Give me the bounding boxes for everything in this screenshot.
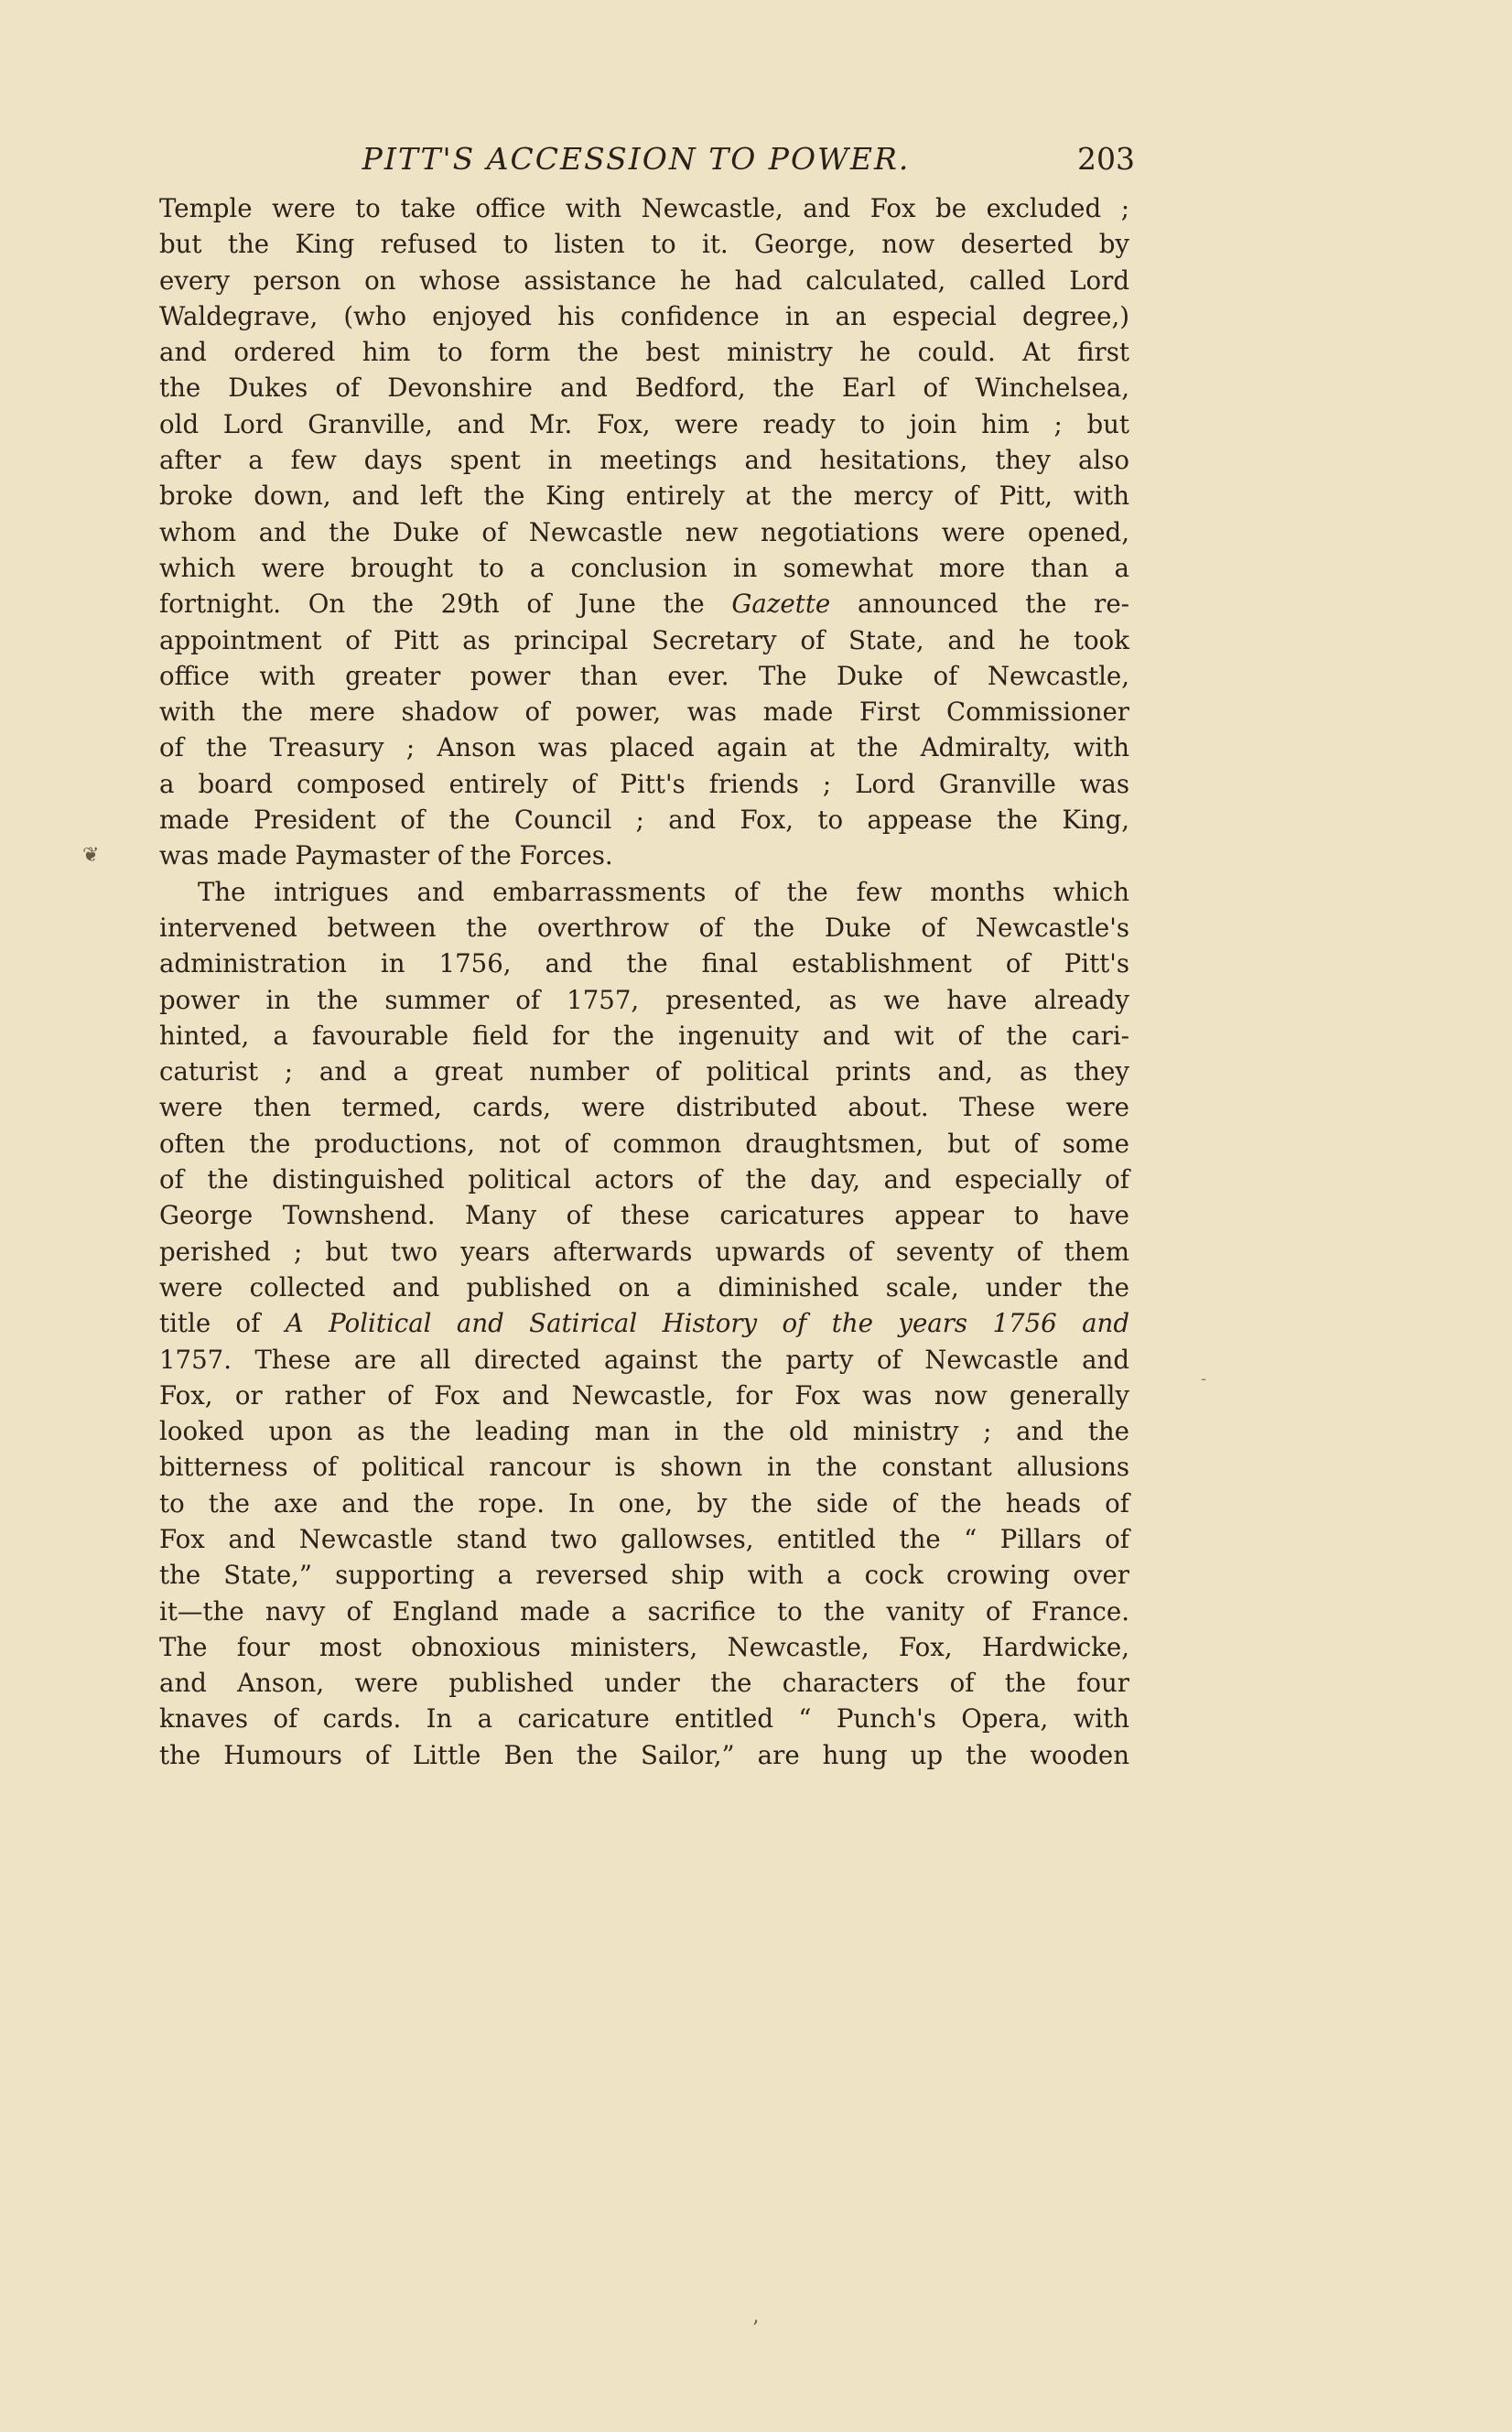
text-line: office with greater power than ever. The Duke of Newcastle, — [159, 660, 1129, 691]
text-line: and ordered him to form the best ministry he could. At first — [159, 337, 1129, 368]
text-line: but the King refused to listen to it. George, now deserted by — [159, 229, 1129, 260]
text-line: caturist ; and a great number of political prints and, as they — [159, 1056, 1129, 1087]
text-segment: title of — [159, 1308, 286, 1339]
text-line: the State,” supporting a reversed ship with a cock crowing over — [159, 1560, 1129, 1591]
text-line: Fox, or rather of Fox and Newcastle, for Fox was now generally — [159, 1379, 1129, 1411]
text-line: appointment of Pitt as principal Secretary of State, and he took — [159, 624, 1129, 655]
text-line: power in the summer of 1757, presented, as we have already — [159, 984, 1129, 1015]
text-line: were then termed, cards, were distributed about. These were — [159, 1092, 1129, 1123]
text-line: often the productions, not of common draughtsmen, but of some — [159, 1128, 1129, 1159]
page-number: 203 — [1077, 141, 1135, 177]
text-line: knaves of cards. In a caricature entitled “ Punch's Opera, with — [159, 1703, 1129, 1735]
text-line: was made Paymaster of the Forces. — [159, 840, 613, 871]
text-line: it—the navy of England made a sacrifice to the vanity of France. — [159, 1595, 1129, 1627]
text-line: and Anson, were published under the characters of the four — [159, 1668, 1129, 1699]
text-line: administration in 1756, and the final establishment of Pitt's — [159, 948, 1129, 979]
text-line: perished ; but two years afterwards upwards of seventy of them — [159, 1236, 1129, 1267]
book-title: A Political and Satirical History of the years 1756 and — [285, 1308, 1129, 1339]
text-line: intervened between the overthrow of the Duke of Newcastle's — [159, 912, 1129, 943]
text-line: Waldegrave, (who enjoyed his confidence in an especial degree,) — [159, 300, 1129, 331]
text-line: with the mere shadow of power, was made First Commissioner — [159, 697, 1129, 728]
text-line — [159, 1305, 1129, 1341]
text-line: whom and the Duke of Newcastle new negotiations were opened, — [159, 516, 1129, 547]
text-line: The four most obnoxious ministers, Newcastle, Fox, Hardwicke, — [159, 1631, 1129, 1662]
stray-mark: - — [1201, 1369, 1207, 1389]
text-line: were collected and published on a diminished scale, under the — [159, 1271, 1129, 1302]
text-line: a board composed entirely of Pitt's friends ; Lord Granville was — [159, 768, 1129, 799]
running-title: PITT'S ACCESSION TO POWER. — [362, 141, 911, 177]
text-line: of the distinguished political actors of the day, and especially of — [159, 1164, 1129, 1195]
bottom-mark: ’ — [752, 2318, 759, 2340]
text-line: The intrigues and embarrassments of the few months which — [198, 876, 1129, 907]
text-line: broke down, and left the King entirely at the mercy of Pitt, with — [159, 481, 1129, 512]
text-line: which were brought to a conclusion in somewhat more than a — [159, 552, 1129, 583]
text-segment: announced the re- — [830, 589, 1129, 620]
text-line: old Lord Granville, and Mr. Fox, were ready to join him ; but — [159, 408, 1129, 439]
text-line: Temple were to take office with Newcastle, and Fox be excluded ; — [159, 193, 1129, 223]
text-line: of the Treasury ; Anson was placed again at the Admiralty, with — [159, 732, 1129, 763]
gazette-title: Gazette — [731, 589, 831, 620]
text-segment: fortnight. On the 29th of June the — [159, 589, 732, 620]
text-line: Fox and Newcastle stand two gallowses, entitled the “ Pillars of — [159, 1523, 1129, 1554]
margin-ornament: ❦ — [82, 844, 100, 867]
body-text — [159, 190, 1129, 1773]
text-line: George Townshend. Many of these caricatures appear to have — [159, 1200, 1129, 1231]
text-line: the Humours of Little Ben the Sailor,” are hung up the wooden — [159, 1739, 1129, 1770]
text-line — [159, 586, 1129, 622]
text-line: to the axe and the rope. In one, by the side of the heads of — [159, 1487, 1129, 1519]
text-line: looked upon as the leading man in the old ministry ; and the — [159, 1416, 1129, 1447]
text-line: the Dukes of Devonshire and Bedford, the Earl of Winchelsea, — [159, 373, 1129, 404]
text-line: 1757. These are all directed against the party of Newcastle and — [159, 1344, 1129, 1375]
text-line: made President of the Council ; and Fox, to appease the King, — [159, 805, 1129, 836]
running-head — [156, 139, 1135, 185]
text-line: hinted, a favourable field for the ingenuity and wit of the cari- — [159, 1020, 1129, 1051]
text-line: bitterness of political rancour is shown in the constant allusions — [159, 1452, 1129, 1483]
text-line: after a few days spent in meetings and hesitations, they also — [159, 445, 1129, 476]
text-line: every person on whose assistance he had calculated, called Lord — [159, 265, 1129, 296]
